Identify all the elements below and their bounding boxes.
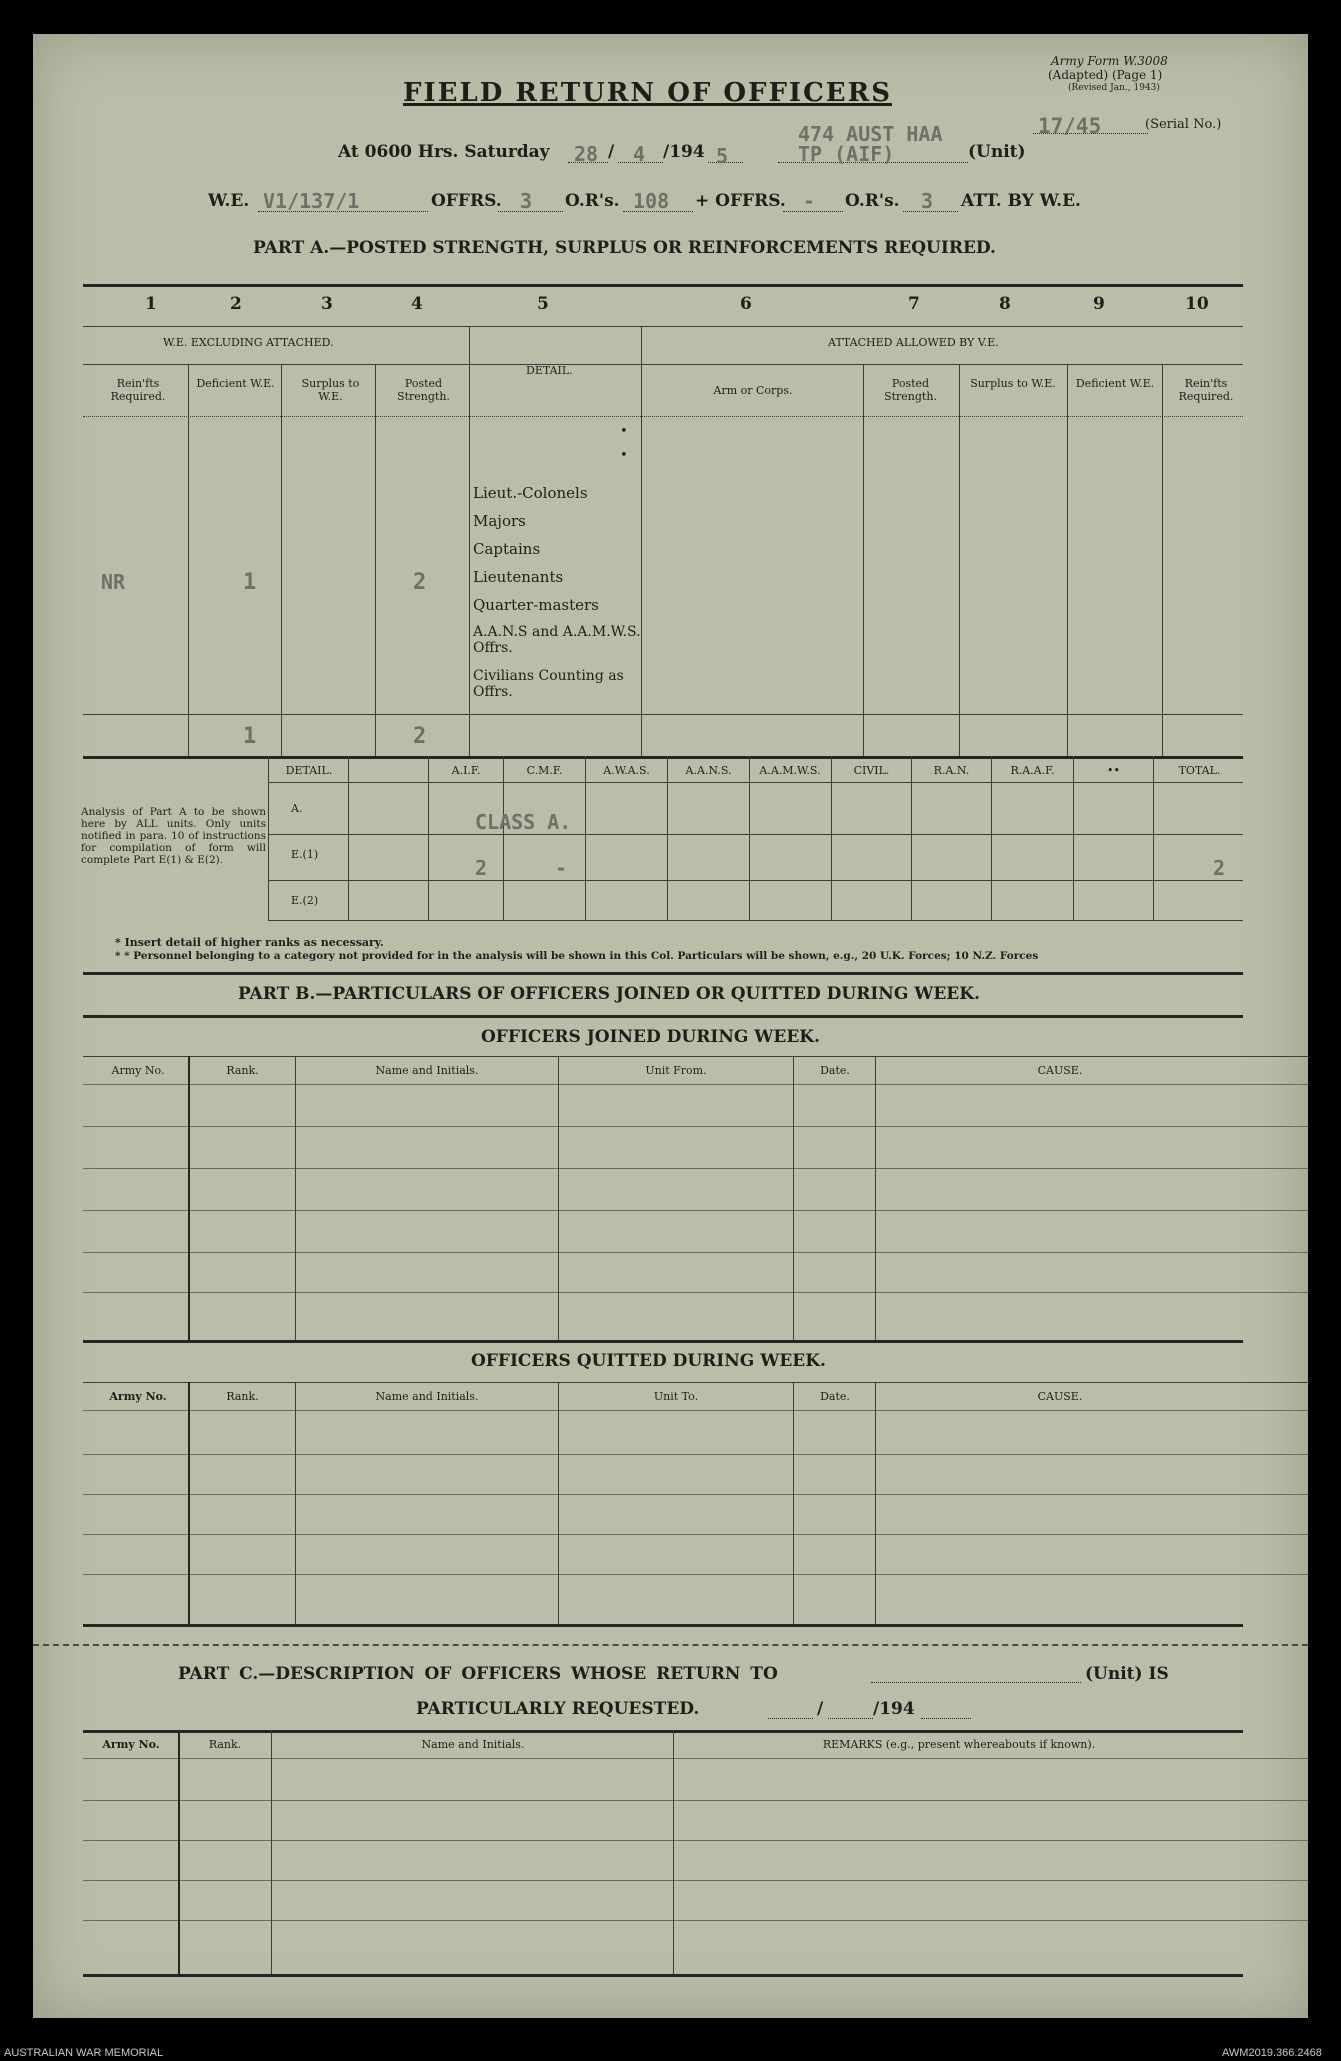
plus-offrs-label: + OFFRS. [695, 191, 786, 211]
plus-offrs-value: - [803, 189, 816, 213]
an-head-detail: DETAIL. [285, 764, 333, 777]
an-row-e2: E.(2) [291, 894, 319, 907]
an-head-raaf: R.A.A.F. [1010, 764, 1055, 777]
part-c-col-remarks: REMARKS (e.g., present whereabouts if known). [822, 1738, 1096, 1751]
col-num-7: 7 [908, 294, 920, 314]
an-head-ran: R.A.N. [933, 764, 970, 777]
asterisk-1: • [620, 424, 628, 439]
part-c-col-name: Name and Initials. [421, 1738, 525, 1751]
part-c-line2: PARTICULARLY REQUESTED. [416, 1699, 700, 1719]
ors-label: O.R's. [565, 191, 620, 211]
asterisk-2: • [620, 448, 628, 463]
rank-majors: Majors [473, 512, 526, 530]
class-text: CLASS A. [475, 810, 572, 834]
total-posted: 2 [413, 724, 427, 749]
we-value: V1/137/1 [263, 189, 360, 213]
note-2: * * Personnel belonging to a category not provided for in the analysis will be shown in this Col. Particulars will be shown, e.g., 20 U.K. Forces; 10 N.Z. Forces [115, 950, 1039, 962]
col-num-1: 1 [145, 294, 157, 314]
year-digit: 5 [716, 144, 729, 168]
part-c-col-army-no: Army No. [102, 1738, 160, 1751]
rank-captains: Captains [473, 540, 541, 558]
unit-line2: TP (AIF) [798, 142, 895, 166]
joined-col-name: Name and Initials. [375, 1064, 479, 1077]
an-total-value: 2 [1213, 856, 1226, 880]
col-reinfts-att: Rein'fts Required. [1178, 377, 1234, 403]
form-ref-line3: (Revised Jan., 1943) [1068, 83, 1160, 93]
joined-title: OFFICERS JOINED DURING WEEK. [481, 1027, 820, 1047]
part-b-title: PART B.—PARTICULARS OF OFFICERS JOINED OR QUITTED DURING WEEK. [238, 984, 980, 1004]
att-label: ATT. BY W.E. [961, 191, 1081, 211]
part-c-slash: / [817, 1699, 824, 1719]
form-sheet: Army Form W.3008 (Adapted) (Page 1) (Revised Jan., 1943) 17/45 (Serial No.) FIELD RETURN OF OFFICERS At 0600 Hrs. Saturday 28 / 4 /194 5 474 AUST HAA TP (AIF) (Unit) W.E. V1/137/1 OFFRS. 3 O.R's. 108 + OFFRS. - O.R's. 3 ATT. BY W.E. PART A.—POSTED STRENGTH, SURPLUS OR REINFORCEMENTS REQUIRED. 1 2 3 4 5 6 7 8 9 10 W.E. EXCLUDING ATTACHED. ATTACHED ALLOWED BY V.E. DETAIL. Rein'fts Required. Deficient W.E. Surplus to W.E. Posted Strength. Arm or Corps. Posted Strength. Surplus to W.E. Deficient W.E. Rein'fts Required. • • Lieut.-Colonels Majors Captains Lieutenants Quarter-masters A.A.N.S and A.A.M.W.S. Offrs. Civilians Counting as Offrs. NR 1 2 1 2 DETAIL. A.I.F. C.M.F. A.W.A.S. A.A.N.S. A.A.M.W.S. CIVIL. R.A.N. R.A.A.F. •• TOTAL. A. E.(1) E.(2) Analysis of Part A to be shown here by ALL units. Only units notified in para. 10 of instructions for compilation of form will complete Part E(1) & E(2). CLASS A. 2 - 2 * Insert detail of higher ranks as necessary. * * Personnel belonging to a category not provided for in the analysis will be shown in this Col. Particulars will be shown, e.g., 20 U.K. Forces; 10 N.Z. Forces PART B.—PARTICULARS OF OFFICERS JOINED OR QUITTED DURING WEEK. OFFICERS JOINED DURING WEEK. Army No. Rank. Name and Initials. Unit From. Date. CAUSE. OFFICERS QUITTED DURING WEEK. Army No. Rank. Name and Initials. Unit To. Date. CAUSE. PART C.—DESCRIPTION OF OFFICERS WHOSE RETURN TO (Unit) IS PARTICULARLY REQUESTED. / /194 Army No. Rank. Name and Initials. REMARKS (e.g., present whereabouts if known). [33, 34, 1308, 2018]
an-head-total: TOTAL. [1178, 764, 1221, 777]
rank-aans: A.A.N.S and A.A.M.W.S. Offrs. [473, 624, 641, 656]
joined-col-rank: Rank. [226, 1064, 259, 1077]
joined-col-cause: CAUSE. [1037, 1064, 1083, 1077]
col-deficient: Deficient W.E. [196, 377, 275, 390]
form-title: FIELD RETURN OF OFFICERS [403, 78, 892, 108]
rank-civilians: Civilians Counting as Offrs. [473, 668, 624, 700]
entry-posted: 2 [413, 570, 427, 595]
col-posted-att: Posted Strength. [884, 377, 937, 403]
attached-allowed-header: ATTACHED ALLOWED BY V.E. [828, 336, 999, 349]
an-head-civil: CIVIL. [853, 764, 890, 777]
quitted-col-cause: CAUSE. [1037, 1390, 1083, 1403]
col-num-6: 6 [740, 294, 752, 314]
quitted-col-date: Date. [820, 1390, 850, 1403]
col-num-9: 9 [1093, 294, 1105, 314]
col-surplus-att: Surplus to W.E. [970, 377, 1056, 390]
part-c-title: PART C.—DESCRIPTION OF OFFICERS WHOSE RETURN TO [178, 1664, 778, 1684]
an-head-aans: A.A.N.S. [685, 764, 732, 777]
joined-col-unit-from: Unit From. [645, 1064, 707, 1077]
col-posted: Posted Strength. [397, 377, 450, 403]
col-num-8: 8 [999, 294, 1011, 314]
entry-reinfts: NR [101, 570, 126, 594]
col-reinfts: Rein'fts Required. [110, 377, 166, 403]
form-ref-line1: Army Form W.3008 [1051, 54, 1168, 68]
serial-label: (Serial No.) [1145, 117, 1222, 132]
total-deficient: 1 [243, 724, 257, 749]
col-num-2: 2 [230, 294, 242, 314]
year-prefix: /194 [663, 142, 705, 162]
an-head-aif: A.I.F. [451, 764, 481, 777]
quitted-col-rank: Rank. [226, 1390, 259, 1403]
part-c-col-rank: Rank. [208, 1738, 242, 1751]
col-deficient-att: Deficient W.E. [1075, 377, 1155, 390]
note-1: * Insert detail of higher ranks as necessary. [115, 936, 384, 949]
an-row-e1: E.(1) [291, 848, 319, 861]
part-a-title: PART A.—POSTED STRENGTH, SURPLUS OR REINFORCEMENTS REQUIRED. [253, 238, 996, 258]
ors-value: 108 [633, 189, 670, 213]
we-excluding-header: W.E. EXCLUDING ATTACHED. [163, 336, 334, 349]
rank-quartermasters: Quarter-masters [473, 596, 599, 614]
footer-left: AUSTRALIAN WAR MEMORIAL [4, 2047, 164, 2059]
ors2-label: O.R's. [845, 191, 900, 211]
quitted-title: OFFICERS QUITTED DURING WEEK. [471, 1351, 826, 1371]
detail-header: DETAIL. [526, 364, 573, 377]
joined-col-army-no: Army No. [111, 1064, 165, 1077]
entry-deficient: 1 [243, 570, 257, 595]
an-aif-value: 2 [475, 856, 488, 880]
ors2-value: 3 [921, 189, 934, 213]
unit-line1: 474 AUST HAA [798, 122, 943, 146]
serial-value: 17/45 [1038, 114, 1102, 138]
month-value: 4 [633, 142, 646, 166]
we-label: W.E. [208, 191, 250, 211]
quitted-col-unit-to: Unit To. [653, 1390, 699, 1403]
part-c-year: /194 [873, 1699, 915, 1719]
an-head-other: •• [1107, 764, 1120, 777]
col-num-5: 5 [537, 294, 549, 314]
col-arm-corps: Arm or Corps. [713, 384, 793, 397]
offrs-label: OFFRS. [431, 191, 502, 211]
col-num-3: 3 [321, 294, 333, 314]
unit-label: (Unit) [968, 142, 1026, 162]
footer-right: AWM2019.366.2468 [1222, 2047, 1322, 2059]
day-value: 28 [574, 142, 599, 166]
joined-col-date: Date. [820, 1064, 850, 1077]
offrs-value: 3 [520, 189, 533, 213]
quitted-col-army-no: Army No. [109, 1390, 167, 1403]
an-cmf-value: - [555, 856, 568, 880]
part-c-unit-is: (Unit) IS [1085, 1664, 1169, 1684]
col-num-4: 4 [411, 294, 423, 314]
form-ref-line2: (Adapted) (Page 1) [1048, 68, 1163, 82]
an-head-aamws: A.A.M.W.S. [759, 764, 821, 777]
rank-lieutenants: Lieutenants [473, 568, 564, 586]
an-row-a: A. [291, 802, 303, 815]
col-surplus: Surplus to W.E. [301, 377, 360, 403]
an-head-awas: A.W.A.S. [603, 764, 650, 777]
quitted-col-name: Name and Initials. [375, 1390, 479, 1403]
perforation-line [33, 1644, 1308, 1646]
analysis-side-note: Analysis of Part A to be shown here by ALL units. Only units notified in para. 10 of instructions for compilation of form will complete Part E(1) & E(2). [81, 806, 266, 866]
at-label: At 0600 Hrs. Saturday [338, 142, 550, 162]
col-num-10: 10 [1185, 294, 1209, 314]
an-head-cmf: C.M.F. [526, 764, 563, 777]
rank-lt-colonels: Lieut.-Colonels [473, 484, 588, 502]
